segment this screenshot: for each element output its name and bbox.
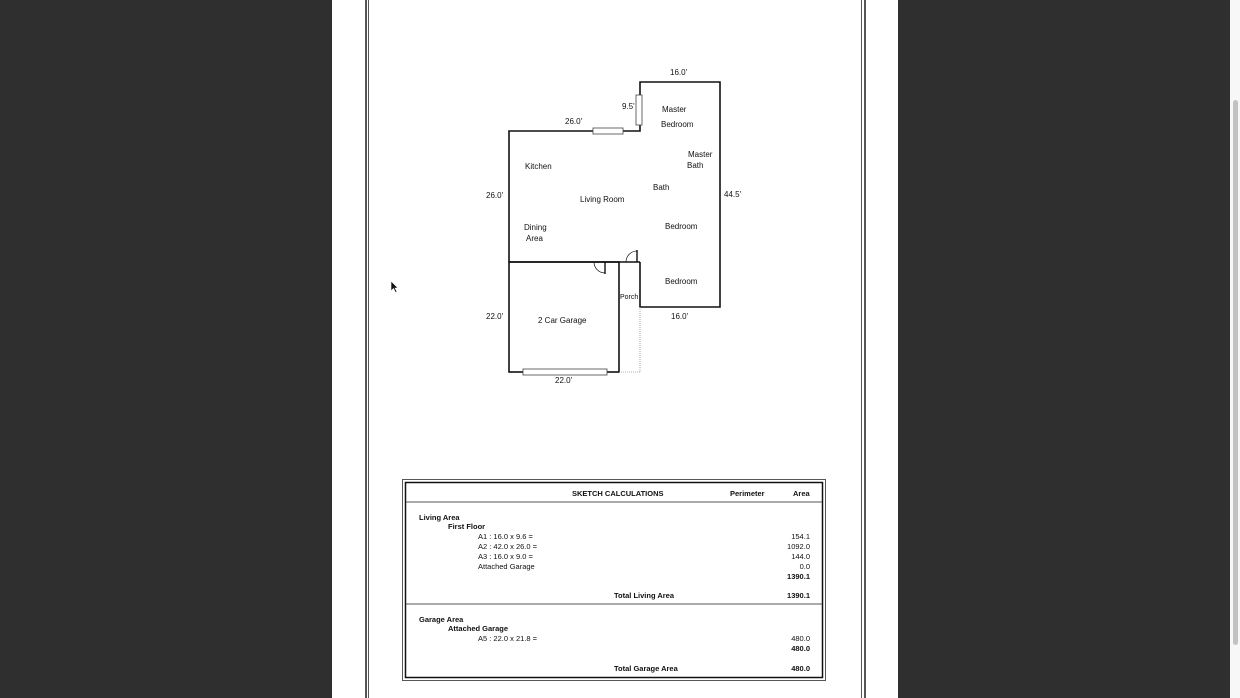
door-porch-swing [626,251,637,262]
row-label: Attached Garage [478,562,535,571]
row-value: 144.0 [791,552,810,561]
row-label: A1 : 16.0 x 9.6 = [478,532,533,541]
total-garage-value: 480.0 [791,664,810,673]
total-living-value: 1390.1 [787,591,810,600]
room-garage: 2 Car Garage [538,316,587,325]
room-kitchen: Kitchen [525,162,552,171]
room-living-room: Living Room [580,195,625,204]
door-garage-swing [594,262,605,273]
dim-notch: 9.5' [622,102,635,111]
total-living-label: Total Living Area [614,591,675,600]
row-label: A3 : 16.0 x 9.0 = [478,552,533,561]
window-top [593,128,623,134]
room-master-bedroom-2: Bedroom [661,120,694,129]
perimeter-header: Perimeter [730,489,765,498]
garage-area-heading: Garage Area [419,615,464,624]
porch-outline [619,307,640,372]
room-bath: Bath [653,183,670,192]
scrollbar-thumb[interactable] [1233,100,1238,645]
mouse-cursor-icon [391,281,398,293]
room-master-bath-2: Bath [687,161,704,170]
row-value: 1092.0 [787,542,810,551]
room-master-bedroom: Master [662,105,687,114]
room-porch: Porch [620,294,639,301]
garage-subtotal: 480.0 [791,644,810,653]
vertical-scrollbar[interactable] [1230,0,1240,698]
room-bedroom-1: Bedroom [665,222,698,231]
row-label: A5 : 22.0 x 21.8 = [478,634,538,643]
row-value: 154.1 [791,532,810,541]
room-master-bath: Master [688,150,713,159]
dim-bottom-right: 16.0' [671,312,689,321]
living-subtotal: 1390.1 [787,572,810,581]
total-garage-label: Total Garage Area [614,664,678,673]
first-floor-heading: First Floor [448,522,486,531]
dim-garage-bottom: 22.0' [555,376,573,385]
sketch-calculations-table [403,480,826,681]
row-value: 0.0 [799,562,810,571]
dim-left: 26.0' [486,191,504,200]
row-value: 480.0 [791,634,810,643]
row-label: A2 : 42.0 x 26.0 = [478,542,538,551]
dim-garage-left: 22.0' [486,312,504,321]
dim-top-right: 16.0' [670,68,688,77]
area-header: Area [793,489,810,498]
window-notch [636,95,642,125]
dim-right: 44.5' [724,190,742,199]
dim-top-left: 26.0' [565,117,583,126]
calc-title: SKETCH CALCULATIONS [572,489,664,498]
attached-garage-heading: Attached Garage [448,624,509,633]
window-garage [523,369,607,375]
living-area-heading: Living Area [419,513,460,522]
room-dining-2: Area [526,234,543,243]
room-dining: Dining [524,223,547,232]
room-bedroom-2: Bedroom [665,277,698,286]
